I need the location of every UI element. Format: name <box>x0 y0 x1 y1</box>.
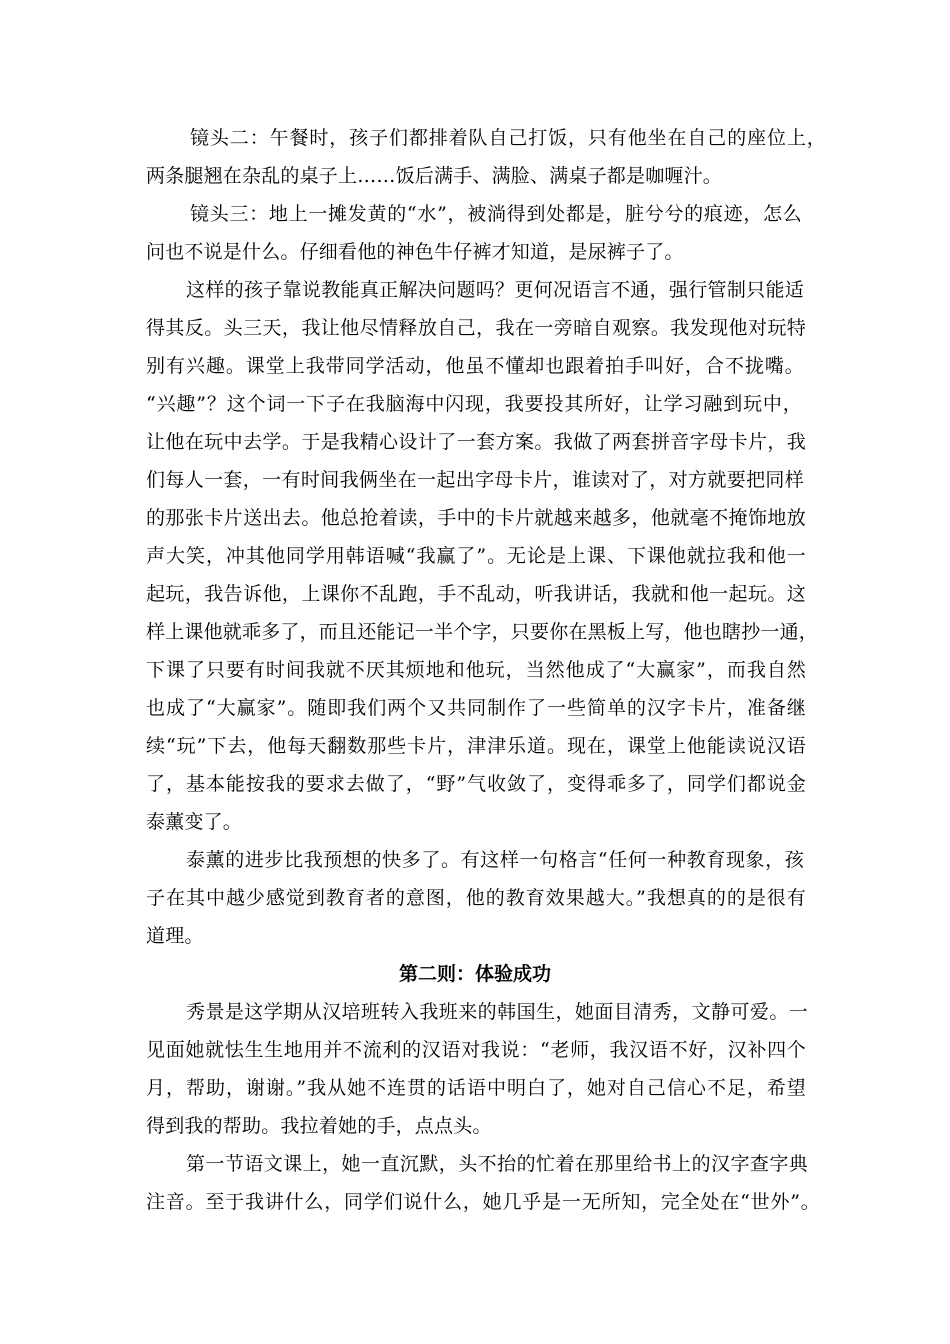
paragraph-line: 别有兴趣。课堂上我带同学活动，他虽不懂却也跟着拍手叫好，合不拢嘴。 <box>146 355 804 377</box>
paragraph-line: 泰薰的进步比我预想的快多了。有这样一句格言“任何一种教育现象，孩 <box>186 849 804 871</box>
paragraph-line: 见面她就怯生生地用并不流利的汉语对我说：“老师，我汉语不好，汉补四个 <box>146 1039 806 1061</box>
paragraph-line: “兴趣”？这个词一下子在我脑海中闪现，我要投其所好，让学习融到玩中， <box>146 393 802 415</box>
paragraph-line: 也成了“大赢家”。随即我们两个又共同制作了一些简单的汉字卡片，准备继 <box>146 697 806 719</box>
paragraph-line: 秀景是这学期从汉培班转入我班来的韩国生，她面目清秀，文静可爱。一 <box>186 1001 808 1023</box>
section-heading: 第二则：体验成功 <box>398 963 551 985</box>
paragraph-line: 子在其中越少感觉到教育者的意图，他的教育效果越大。”我想真的的是很有 <box>146 887 806 909</box>
paragraph-line: 第一节语文课上，她一直沉默，头不抬的忙着在那里给书上的汉字查字典 <box>186 1153 808 1175</box>
paragraph-line: 镜头二：午餐时，孩子们都排着队自己打饭，只有他坐在自己的座位上， <box>190 127 826 149</box>
paragraph-line: 让他在玩中去学。于是我精心设计了一套方案。我做了两套拼音字母卡片，我 <box>146 431 806 453</box>
paragraph-line: 得其反。头三天，我让他尽情释放自己，我在一旁暗自观察。我发现他对玩特 <box>146 317 806 339</box>
paragraph-line: 起玩，我告诉他，上课你不乱跑，手不乱动，听我讲话，我就和他一起玩。这 <box>146 583 806 605</box>
paragraph-line: 月，帮助，谢谢。”我从她不连贯的话语中明白了，她对自己信心不足，希望 <box>146 1077 806 1099</box>
paragraph-line: 声大笑，冲其他同学用韩语喊“我赢了”。无论是上课、下课他就拉我和他一 <box>146 545 806 567</box>
paragraph-line: 注音。至于我讲什么，同学们说什么，她几乎是一无所知，完全处在“世外”。 <box>146 1191 820 1213</box>
paragraph-line: 这样的孩子靠说教能真正解决问题吗？更何况语言不通，强行管制只能适 <box>186 279 804 301</box>
paragraph-line: 续“玩”下去，他每天翻数那些卡片，津津乐道。现在，课堂上他能读说汉语 <box>146 735 806 757</box>
paragraph-line: 问也不说是什么。仔细看他的神色牛仔裤才知道，是尿裤子了。 <box>146 241 684 263</box>
paragraph-line: 两条腿翘在杂乱的桌子上……饭后满手、满脸、满桌子都是咖喱汁。 <box>146 165 723 187</box>
paragraph-line: 样上课他就乖多了，而且还能记一半个字，只要你在黑板上写，他也瞎抄一通， <box>146 621 819 643</box>
paragraph-line: 道理。 <box>146 925 204 947</box>
paragraph-line: 得到我的帮助。我拉着她的手，点点头。 <box>146 1115 492 1137</box>
paragraph-line: 泰薰变了。 <box>146 811 243 833</box>
paragraph-line: 的那张卡片送出去。他总抢着读，手中的卡片就越来越多，他就毫不掩饰地放 <box>146 507 806 529</box>
paragraph-line: 们每人一套，一有时间我俩坐在一起出字母卡片，谁读对了，对方就要把同样 <box>146 469 804 491</box>
paragraph-line: 了，基本能按我的要求去做了，“野”气收敛了，变得乖多了，同学们都说金 <box>146 773 806 795</box>
paragraph-line: 镜头三：地上一摊发黄的“水”，被淌得到处都是，脏兮兮的痕迹，怎么 <box>190 203 802 225</box>
paragraph-line: 下课了只要有时间我就不厌其烦地和他玩，当然他成了“大赢家”，而我自然 <box>146 659 806 681</box>
